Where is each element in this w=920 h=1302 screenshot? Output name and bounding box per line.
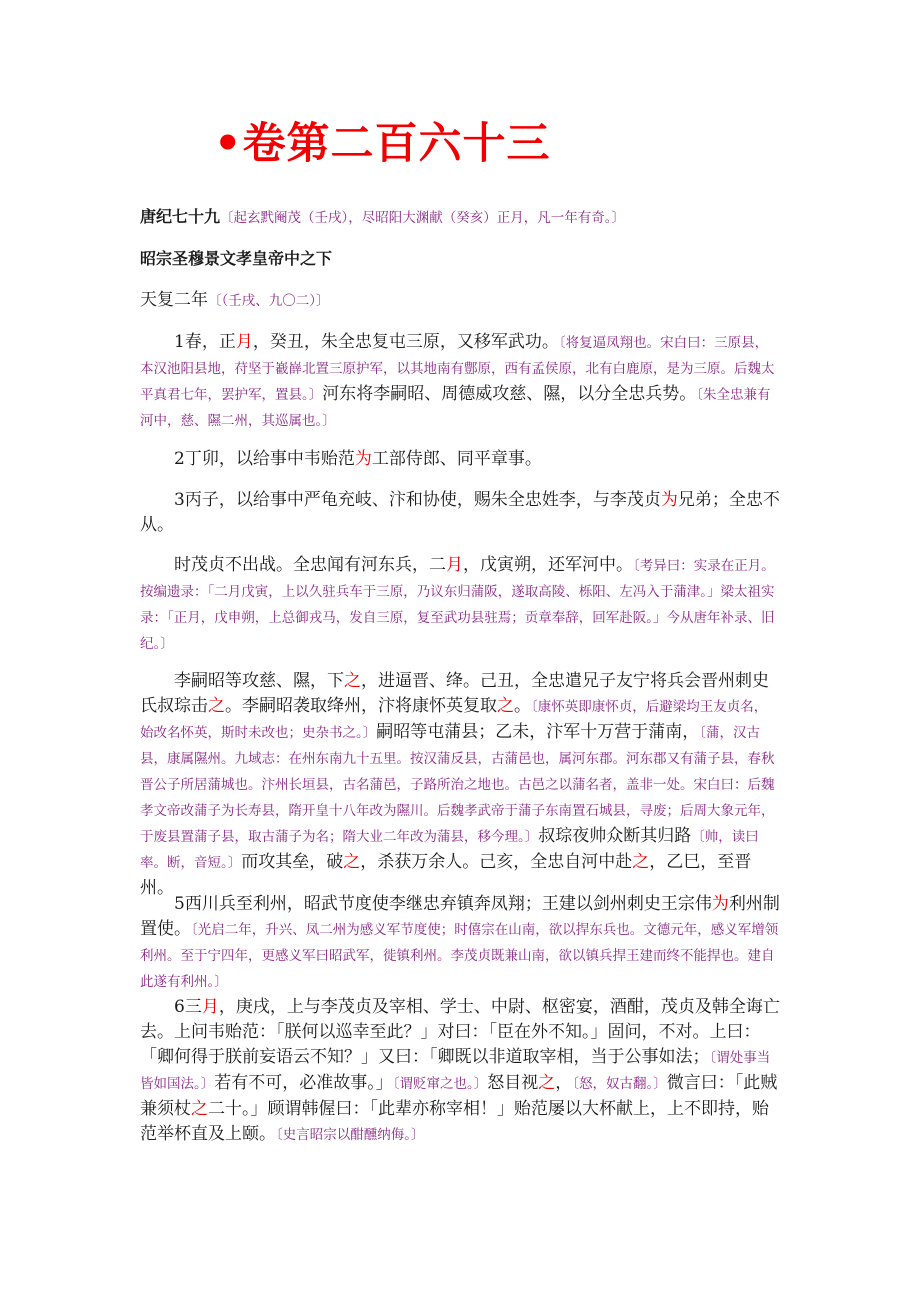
text-run: 叔琮夜帅众断其归路: [538, 826, 692, 846]
text-run: ，进逼晋、绛。己丑，全忠遣兄子友宁将兵会晋州刺史氏叔琮击: [140, 671, 769, 716]
text-run: ，: [555, 1073, 573, 1093]
highlight-char: 之: [344, 671, 361, 691]
entry-1: [140, 330, 780, 434]
text-run: 兄弟；全忠不从。: [140, 490, 780, 535]
commentary-note: 〔谓处事当皆如国法。〕: [140, 1050, 771, 1092]
highlight-char: 月: [201, 997, 219, 1017]
dynasty-heading-note: 〔起玄黓阉茂（壬戌），尽昭阳大渊献（癸亥）正月，凡一年有奇。〕: [220, 210, 626, 226]
entry-5: [140, 892, 780, 995]
entry-3-cont: [140, 553, 780, 657]
text-run: 时茂贞不出战。全忠闻有河东兵，二: [174, 555, 446, 575]
commentary-note: 〔光启二年，升兴、凤二州为感义军节度使；时僖宗在山南，欲以捍东兵也。文德元年，感义军增领利州。至于宁四年，更感义军曰昭武军，徙镇利州。李茂贞既兼山南，欲以镇兵捍王建而终不能捍也。建自此遂有利州。〕: [140, 922, 779, 990]
text-run: 而攻其垒，破: [241, 852, 344, 872]
highlight-char: 为: [711, 894, 729, 914]
text-run: 工部侍郎、同平章事。: [371, 449, 542, 469]
text-run: 嗣昭等屯蒲县；乙未，汴军十万营于蒲南，: [376, 722, 700, 742]
highlight-char: 月: [235, 332, 253, 352]
entry-3: [140, 488, 780, 538]
text-run: 李嗣昭等攻慈、隰，下: [174, 671, 344, 691]
highlight-char: 之: [191, 1099, 208, 1119]
commentary-note: 〔怒，奴古翻。〕: [572, 1076, 667, 1092]
text-run: 若有不可，必准故事。」: [214, 1073, 393, 1093]
highlight-char: 为: [660, 490, 678, 510]
text-run: 二十。」顾谓韩偓曰：「此辈亦称宰相！」贻范屡以大杯献上，上不即持，贻范举杯直及上颐。: [140, 1099, 769, 1144]
commentary-note: 〔谓贬窜之也。〕: [392, 1076, 488, 1092]
commentary-note: 〔帅，读曰率。断，音短。〕: [140, 829, 759, 871]
text-run: 。: [514, 696, 531, 716]
text-run: 利州制置使。: [140, 894, 780, 939]
commentary-note: 〔史言昭宗以酣醺纳侮。〕: [276, 1127, 425, 1143]
commentary-note: 〔朱全忠兼有河中，慈、隰二州，其巡属也。〕: [140, 387, 771, 429]
text-run: ，杀获万余人。己亥，全忠自河中赴: [360, 852, 633, 872]
text-run: 5西川兵至利州，昭武节度使李继忠弃镇奔凤翔；王建以剑州刺史王宗伟: [174, 894, 712, 914]
entry-6: [140, 995, 780, 1148]
text-run: ，庚戌，上与李茂贞及宰相、学士、中尉、枢密宴，酒酣，茂贞及韩全诲亡去。上问韦贻范：「朕何以巡幸至此？」对曰：「臣在外不知。」固问，不对。上曰：「卿何得于朕前妄语云不知？」又曰：「卿既以非道取宰相，当于公事如法；: [140, 997, 780, 1067]
highlight-char: 之: [208, 696, 225, 716]
text-run: 。李嗣昭袭取绛州，汴将康怀英复取: [225, 696, 497, 716]
text-run: 怒目视: [487, 1073, 539, 1093]
text-run: 微言曰：「此贼兼须杖: [140, 1073, 778, 1119]
text-run: ，戊寅朔，还军河中。: [463, 555, 633, 575]
text-run: 1春，正: [174, 332, 236, 352]
text-run: ，乙巳，至晋州。: [140, 852, 752, 898]
commentary-note: 〔考异曰：实录在正月。按编遗录：「二月戊寅，上以久驻兵车于三原，乃议东归蒲阪，遂取高陵、栎阳、左冯入于蒲津。」梁太祖实录：「正月，戊申朔，上总御戎马，发自三原，复至武功县驻焉；贡章奉辞，回军赴阪。」今从唐年补录、旧纪。〕: [140, 558, 775, 652]
text-run: ，癸丑，朱全忠复屯三原，又移军武功。: [252, 332, 559, 352]
text-run: 3丙子，以给事中严龟充岐、汴和协使，赐朱全忠姓李，与李茂贞: [174, 490, 661, 510]
highlight-char: 之: [343, 852, 361, 872]
commentary-note: 〔康怀英即康怀贞，后避梁均王友贞名，始改名怀英，斯时未改也；史杂书之。〕: [140, 699, 768, 741]
highlight-char: 之: [497, 696, 514, 716]
commentary-note: 〔蒲，汉古县，康属隰州。九域志：在州东南九十五里。按汉蒲反县，古蒲邑也，属河东郡。河东郡又有蒲子县，春秋晋公子所居蒲城也。汴州长垣县，古名蒲邑，子路所治之地也。古邑之以蒲名者，盖非一处。宋白曰：后魏孝文帝改蒲子为长寿县，隋开皇十八年改为隰川。后魏孝武帝于蒲子东南置石城县，寻废；后周大象元年，于废县置蒲子县，取古蒲子为名；隋大业二年改为蒲县，移今理。〕: [140, 725, 775, 845]
era-note: 〔（壬戌、九〇二）〕: [208, 293, 330, 309]
entry-4: [140, 669, 780, 901]
text-run: 河东将李嗣昭、周德威攻慈、隰，以分全忠兵势。: [322, 384, 697, 404]
text-run: 2丁卯，以给事中韦贻范: [174, 449, 355, 469]
era-main: 天复二年: [140, 290, 208, 310]
highlight-char: 之: [538, 1073, 556, 1093]
dynasty-heading: [140, 204, 780, 231]
emperor-heading: 昭宗圣穆景文孝皇帝中之下: [140, 249, 333, 268]
text-run: 6三: [174, 997, 202, 1017]
entry-2: [140, 447, 780, 472]
era-line: [140, 288, 780, 314]
dynasty-heading-main: 唐纪七十九: [140, 207, 221, 226]
chapter-title: •卷第二百六十三: [214, 119, 551, 169]
highlight-char: 月: [446, 555, 463, 575]
highlight-char: 为: [354, 449, 372, 469]
highlight-char: 之: [632, 852, 650, 872]
commentary-note: 〔将复逼凤翔也。宋白曰：三原县，本汉池阳县地，苻坚于嶻嶭北置三原护军，以其地南有鄷原，西有孟侯原，北有白鹿原，是为三原。后魏太平真君七年，罢护军，置县。〕: [140, 335, 775, 403]
